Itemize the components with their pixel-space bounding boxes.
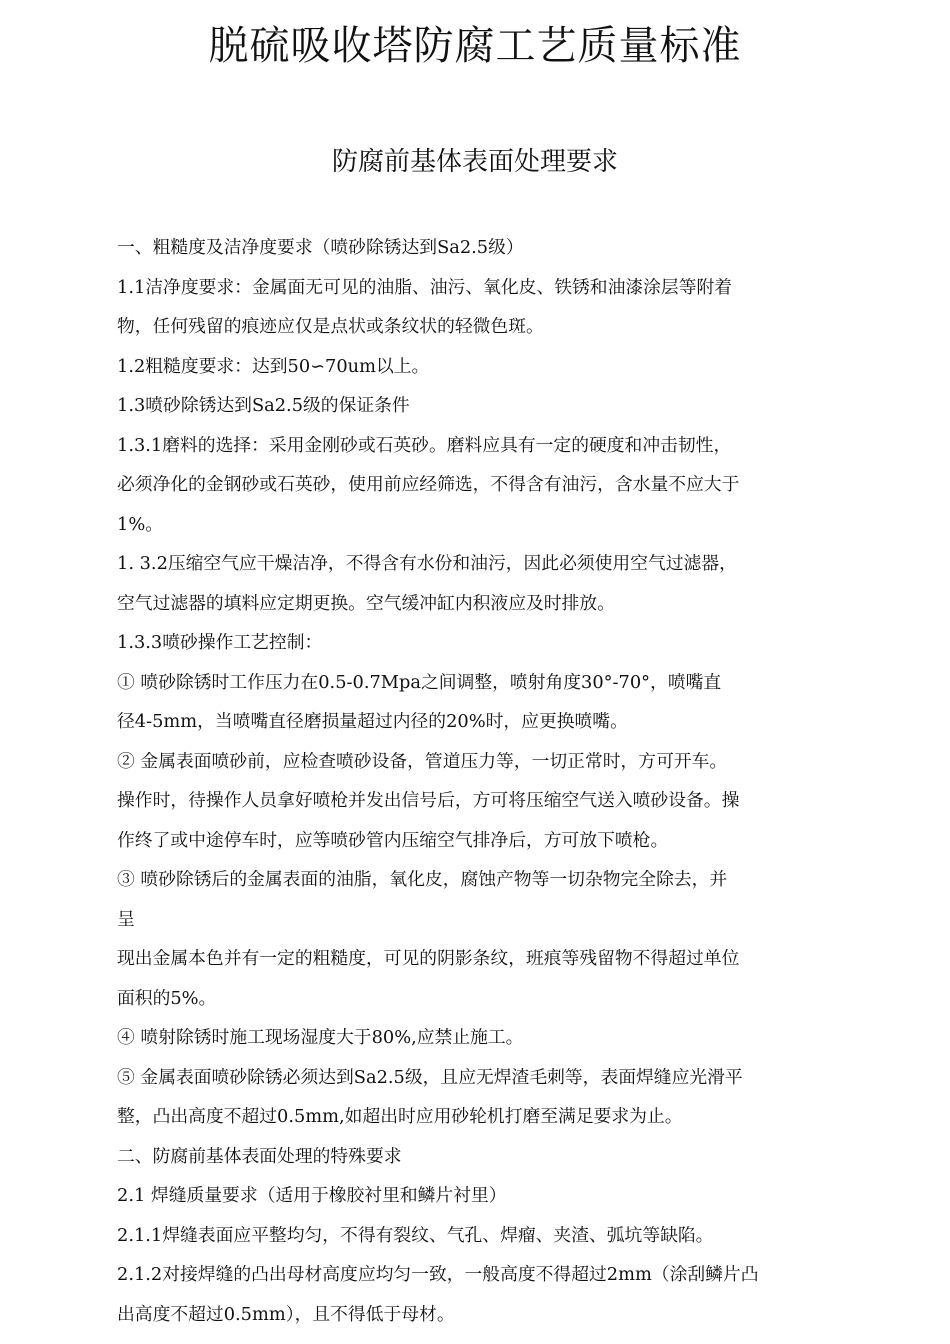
section-subtitle: 防腐前基体表面处理要求 [331, 147, 618, 177]
paragraph-line: 径4-5mm，当喷嘴直径磨损量超过内径的20%时，应更换喷嘴。 [117, 711, 628, 732]
paragraph-line: 1.1洁净度要求：金属面无可见的油脂、油污、氧化皮、铁锈和油漆涂层等附着 [117, 276, 733, 298]
document-body [117, 228, 845, 1334]
paragraph-line: 操作时，待操作人员拿好喷枪并发出信号后，方可将压缩空气送入喷砂设备。操 [117, 790, 740, 811]
list-item-1: ① 喷砂除锈时工作压力在0.5-0.7Mpa之间调整，喷射角度30°-70°，喷嘴直 [117, 671, 722, 693]
paragraph-line: 1. 3.2压缩空气应干燥洁净，不得含有水份和油污，因此必须使用空气过滤器， [117, 553, 737, 574]
paragraph-line: 面积的5%。 [117, 987, 217, 1009]
section-heading-2: 二、防腐前基体表面处理的特殊要求 [117, 1145, 402, 1167]
paragraph-line: 2.1 焊缝质量要求（适用于橡胶衬里和鳞片衬里） [117, 1185, 507, 1206]
list-item-4: ④ 喷射除锈时施工现场湿度大于80%,应禁止施工。 [117, 1027, 524, 1048]
paragraph-line: 作终了或中途停车时，应等喷砂管内压缩空气排净后，方可放下喷枪。 [117, 829, 669, 851]
paragraph-line: 出高度不超过0.5mm），且不得低于母材。 [117, 1303, 455, 1325]
paragraph-line: 物，任何残留的痕迹应仅是点状或条纹状的轻微色斑。 [117, 316, 544, 337]
paragraph-line: 2.1.2对接焊缝的凸出母材高度应均匀一致，一般高度不得超过2mm（涂刮鳞片凸 [117, 1264, 759, 1285]
list-item-3: ③ 喷砂除锈后的金属表面的油脂，氧化皮，腐蚀产物等一切杂物完全除去，并 [117, 869, 728, 890]
list-item-5: ⑤ 金属表面喷砂除锈必须达到Sa2.5级，且应无焊渣毛刺等，表面焊缝应光滑平 [117, 1066, 743, 1088]
paragraph-line: 1%。 [117, 513, 163, 535]
paragraph-line: 2.1.1焊缝表面应平整均匀，不得有裂纹、气孔、焊瘤、夹渣、弧坑等缺陷。 [117, 1224, 714, 1246]
paragraph-line: 必须净化的金钢砂或石英砂，使用前应经筛选，不得含有油污，含水量不应大于 [117, 474, 740, 495]
paragraph-line: 空气过滤器的填料应定期更换。空气缓冲缸内积液应及时排放。 [117, 592, 615, 614]
section-heading-1: 一、粗糙度及洁净度要求（喷砂除锈达到Sa2.5级） [117, 237, 524, 258]
paragraph-line: 呈 [117, 908, 135, 930]
paragraph-line: 1.3喷砂除锈达到Sa2.5级的保证条件 [117, 395, 410, 416]
paragraph-line: 整，凸出高度不超过0.5mm,如超出时应用砂轮机打磨至满足要求为止。 [117, 1106, 683, 1127]
paragraph-line: 1.3.1磨料的选择：采用金刚砂或石英砂。磨料应具有一定的硬度和冲击韧性， [117, 434, 732, 456]
paragraph-line: 1.2粗糙度要求：达到50∽70um以上。 [117, 355, 430, 377]
list-item-2: ② 金属表面喷砂前，应检查喷砂设备，管道压力等，一切正常时，方可开车。 [117, 750, 728, 772]
paragraph-line: 现出金属本色并有一定的粗糙度，可见的阴影条纹，班痕等残留物不得超过单位 [117, 948, 740, 969]
document-title: 脱硫吸收塔防腐工艺质量标准 [208, 23, 742, 69]
paragraph-line: 1.3.3喷砂操作工艺控制： [117, 632, 323, 653]
